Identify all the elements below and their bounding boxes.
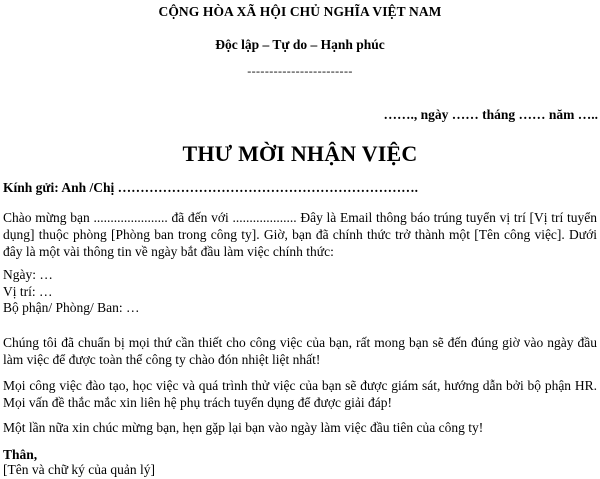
document-title: THƯ MỜI NHẬN VIỆC: [182, 141, 418, 166]
closing-word: Thân,: [3, 447, 38, 462]
congratulation-paragraph: Một lần nữa xin chúc mừng bạn, hẹn gặp lại bạn vào ngày làm việc đầu tiên của công ty!: [3, 420, 484, 435]
detail-position: Vị trí: …: [3, 283, 53, 299]
national-motto: Độc lập – Tự do – Hạnh phúc: [215, 37, 385, 52]
national-title: CỘNG HÒA XÃ HỘI CHỦ NGHĨA VIỆT NAM: [158, 4, 442, 19]
start-details-list: [3, 267, 140, 317]
salutation: Kính gửi: Anh /Chị ………………………………………………………….: [3, 180, 419, 195]
detail-department: Bộ phận/ Phòng/ Ban: …: [3, 300, 140, 315]
supervision-paragraph: Mọi công việc đào tạo, học việc và quá trình thử việc của bạn sẽ được giám sát, hướng dẫn bởi bộ phận HR. Mọi vấn đề thắc mắc xin liên hệ phụ trách tuyển dụng để được giải đáp!: [3, 378, 597, 410]
date-line: ……., ngày …… tháng …… năm …..: [383, 107, 598, 122]
header-divider: ------------------------: [247, 64, 353, 78]
signature-placeholder: [Tên và chữ ký của quản lý]: [3, 462, 156, 477]
preparation-paragraph: Chúng tôi đã chuẩn bị mọi thứ cần thiết cho công việc của bạn, rất mong bạn sẽ đến đúng giờ vào ngày đầu làm việc để được toàn thể công ty chào đón nhiệt liệt nhất!: [3, 335, 597, 367]
intro-paragraph: Chào mừng bạn ...................... đã đến với ................... Đây là Email thông báo trúng tuyển vị trí [Vị trí tuyển dụng] thuộc phòng [Phòng ban trong công ty]. Giờ, bạn đã chính thức trở thành một [Tên công việc]. Dưới đây là một vài thông tin về ngày bắt đầu làm việc chính thức:: [3, 210, 597, 259]
detail-date: Ngày: …: [3, 267, 53, 282]
